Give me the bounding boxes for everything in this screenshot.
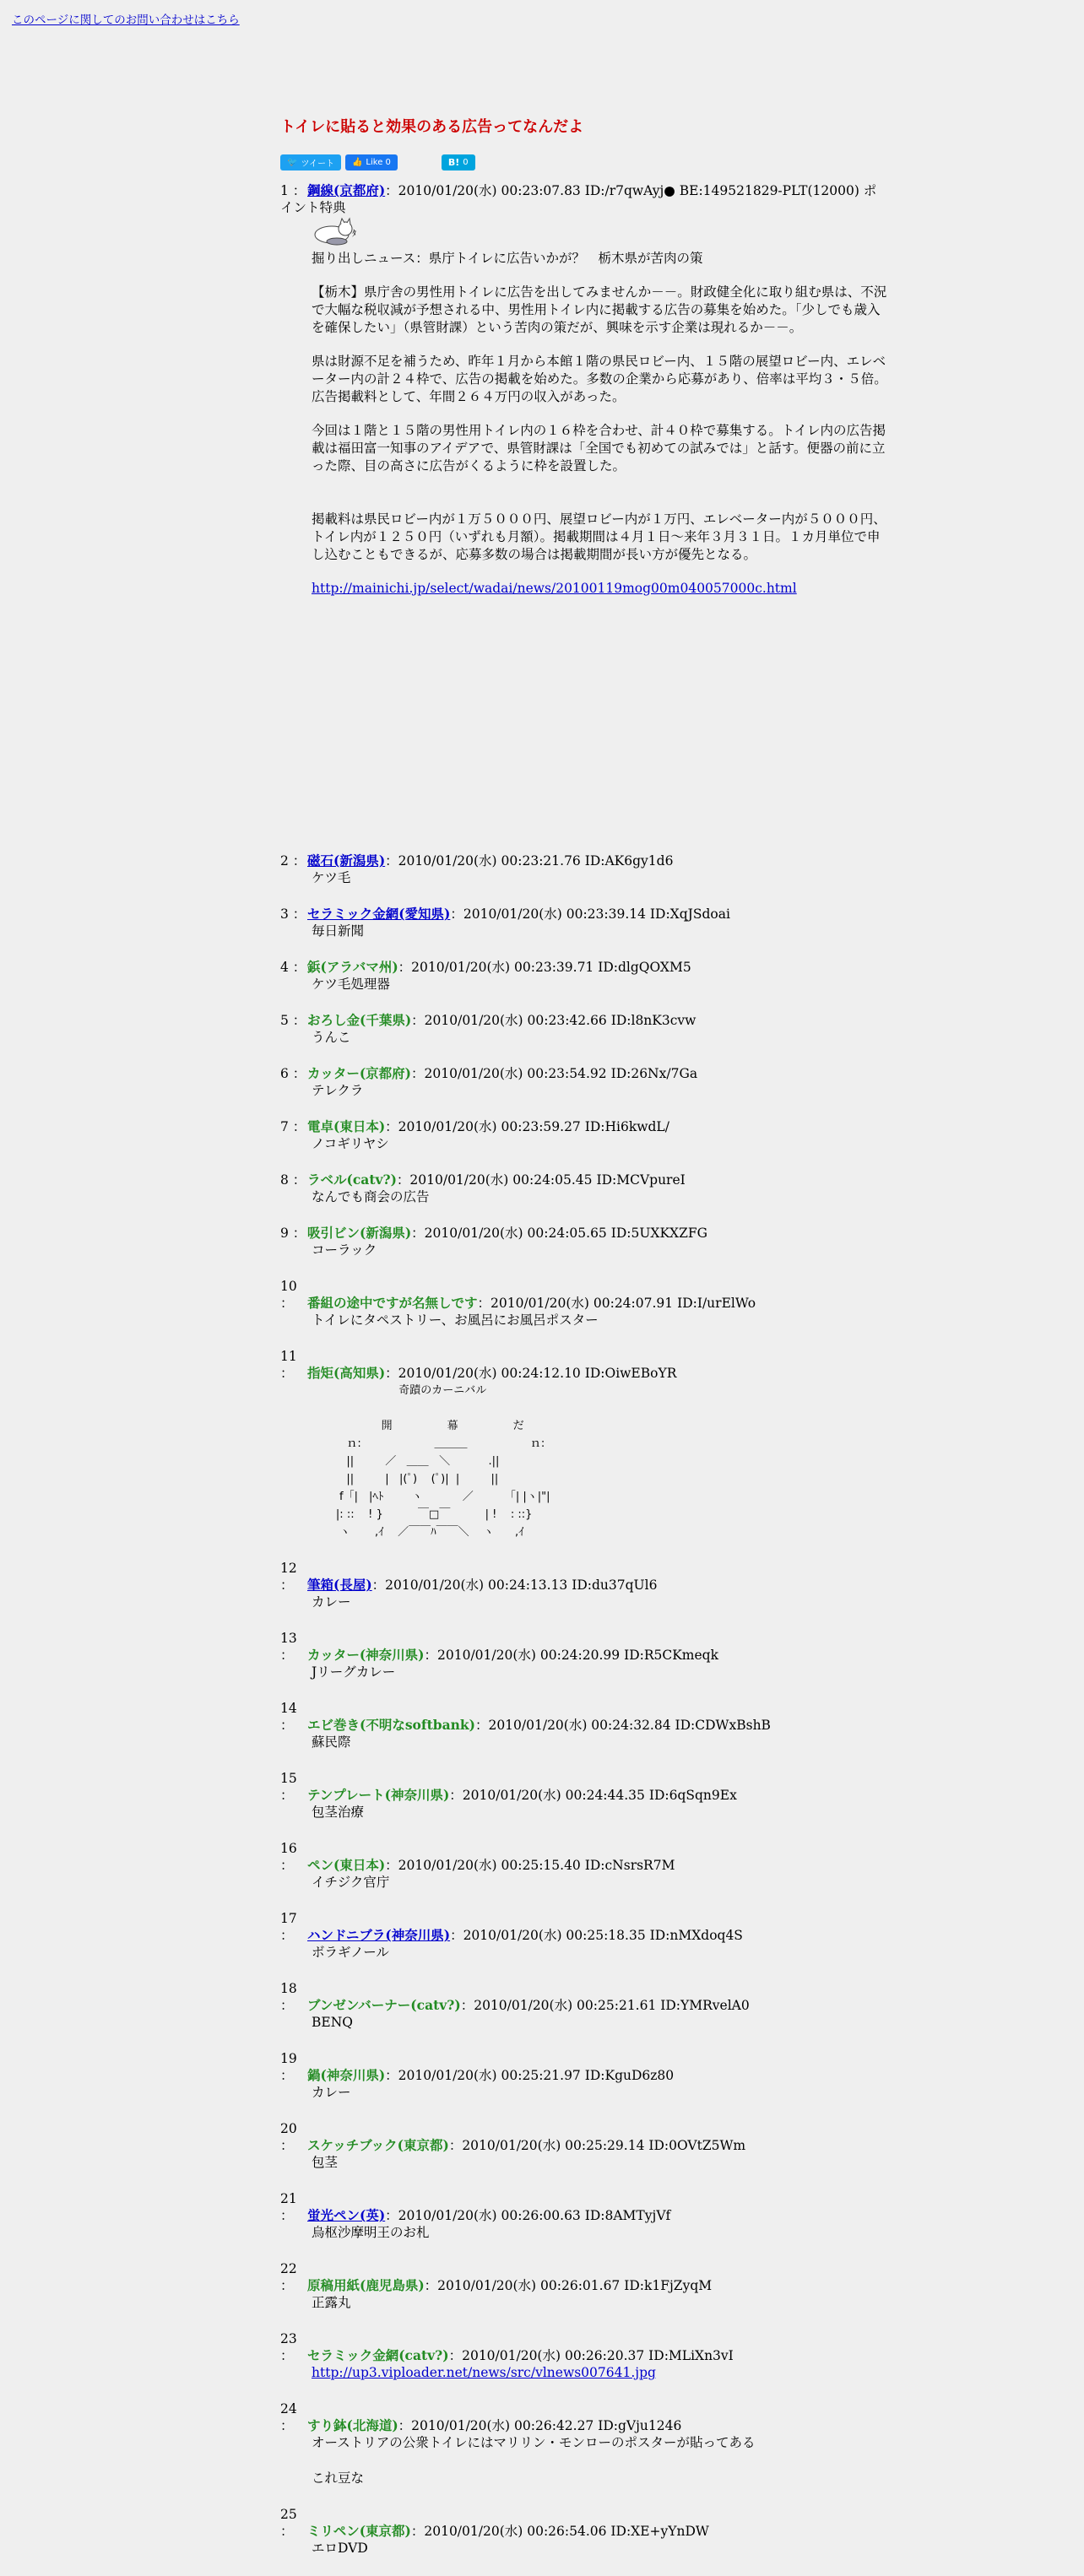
post-number: 23 ：: [280, 2331, 297, 2363]
post-header: [280, 1840, 888, 1874]
post-meta: ：2010/01/20(水) 00:25:29.14 ID:0OVtZ5Wm: [448, 2138, 746, 2153]
post: [280, 1700, 888, 1751]
post: [280, 1770, 888, 1821]
poster-name: 電卓(東日本): [307, 1118, 386, 1134]
post: [280, 2120, 888, 2172]
post-text: ケツ毛: [312, 870, 351, 885]
post-meta: ：2010/01/20(水) 00:25:15.40 ID:cNsrsR7M: [385, 1858, 675, 1873]
post: [280, 1278, 888, 1329]
post-header: [280, 2190, 888, 2224]
poster-name: ペン(東日本): [307, 1857, 386, 1873]
post-meta: ：2010/01/20(水) 00:23:59.27 ID:Hi6kwdL/: [385, 1119, 669, 1134]
post-header: [280, 1348, 888, 1382]
post-number: 8 ：: [280, 1172, 306, 1188]
post-number: 14 ：: [280, 1701, 297, 1733]
post: [280, 1980, 888, 2032]
post-meta: ：2010/01/20(水) 00:26:00.63 ID:8AMTyjVf: [385, 2208, 671, 2223]
post-header: [280, 1118, 888, 1135]
post-meta: ：2010/01/20(水) 00:24:07.91 ID:I/urElWo: [477, 1296, 756, 1311]
post-number: 13 ：: [280, 1631, 297, 1663]
post-number: 1 ：: [280, 183, 306, 198]
post-meta: ：2010/01/20(水) 00:24:44.35 ID:6qSqn9Ex: [449, 1788, 737, 1803]
post: [280, 2050, 888, 2102]
tweet-button[interactable]: [280, 154, 341, 170]
post-paragraph: 今回は１階と１５階の男性用トイレ内の１６枠を合わせ、計４０枠で募集する。トイレ内の広告掲載は福田富一知事のアイデアで、県管財課は「全国でも初めての試みでは」と話す。便器の前に立った際、目の高さに広告がくるように枠を設置した。: [312, 423, 886, 474]
poster-name: スケッチブック(東京都): [307, 2137, 449, 2153]
post-body: [312, 1382, 888, 1541]
post-header: [280, 2400, 888, 2434]
post-meta: ：2010/01/20(水) 00:26:20.37 ID:MLiXn3vI: [448, 2348, 734, 2363]
post: [280, 1065, 888, 1100]
post-number: 6 ：: [280, 1066, 306, 1081]
post-text: ケツ毛処理器: [312, 977, 390, 992]
post: [280, 1560, 888, 1611]
post-body: [312, 1312, 888, 1329]
post-header: [280, 906, 888, 923]
poster-name: カッター(京都府): [307, 1065, 412, 1081]
post: [280, 182, 888, 834]
poster-name: 鋲(アラバマ州): [307, 959, 398, 975]
post: [280, 959, 888, 993]
post: [280, 1012, 888, 1047]
post-header: [280, 2260, 888, 2294]
post-text: エロDVD: [312, 2541, 368, 2556]
post-number: 22 ：: [280, 2261, 297, 2293]
post: [280, 852, 888, 887]
post-body: [312, 2224, 888, 2242]
post-meta: ：2010/01/20(水) 00:24:05.45 ID:MCVpureI: [396, 1172, 686, 1188]
poster-name[interactable]: ハンドニブラ(神奈川県): [307, 1927, 451, 1943]
post-body: [312, 2014, 888, 2032]
poster-name: 指矩(高知県): [307, 1365, 386, 1381]
post-text: 包茎治療: [312, 1805, 365, 1820]
post-meta: ：2010/01/20(水) 00:25:21.61 ID:YMRvelA0: [460, 1998, 750, 2013]
svg-text:ﾀ: ﾀ: [352, 230, 356, 239]
post-header: [280, 2506, 888, 2540]
post-meta: ：2010/01/20(水) 00:26:01.67 ID:k1FjZyqM: [424, 2278, 713, 2293]
post-header: [280, 1172, 888, 1188]
post-meta: ：2010/01/20(水) 00:24:05.65 ID:5UXKXZFG: [411, 1226, 707, 1241]
post-header: [280, 1065, 888, 1082]
thread: [280, 115, 888, 2576]
post-body: [312, 1082, 888, 1100]
post-text: 蘇民際: [312, 1734, 351, 1750]
post-text: コーラック: [312, 1242, 377, 1258]
post: [280, 2506, 888, 2557]
post-text: これ豆な: [312, 2470, 365, 2486]
post-meta: ：2010/01/20(水) 00:24:13.13 ID:du37qUl6: [371, 1578, 658, 1593]
post-number: 16 ：: [280, 1841, 297, 1873]
post-text: イチジク官庁: [312, 1875, 390, 1890]
poster-name[interactable]: 筆箱(長屋): [307, 1577, 372, 1593]
poster-name: おろし金(千葉県): [307, 1012, 412, 1028]
hatena-bookmark-button[interactable]: [442, 154, 475, 170]
post-text: テレクラ: [312, 1083, 364, 1098]
post-text: カレー: [312, 2085, 351, 2100]
post-paragraph: 掲載料は県民ロビー内が１万５０００円、展望ロビー内が１万円、エレベーター内が５０００円、トイレ内が１２５０円（いずれも月額）。掲載期間は４月１日～来年３月３１日。１カ月単位で申し込むこともできるが、応募多数の場合は掲載期間が長い方が優先となる。: [312, 511, 886, 562]
post-number: 10 ：: [280, 1279, 297, 1311]
post-header: [280, 1700, 888, 1734]
poster-name[interactable]: 蛍光ペン(英): [307, 2207, 386, 2223]
hatena-count: 0: [463, 157, 469, 167]
post-body: [312, 2084, 888, 2102]
post-meta: ：2010/01/20(水) 00:23:21.76 ID:AK6gy1d6: [385, 853, 674, 869]
poster-name: カッター(神奈川県): [307, 1647, 425, 1663]
poster-name: 吸引ビン(新潟県): [307, 1225, 412, 1241]
poster-name[interactable]: セラミック金網(愛知県): [307, 906, 451, 922]
post-paragraph: 県は財源不足を補うため、昨年１月から本館１階の県民ロビー内、１５階の展望ロビー内、エレベーター内の計２４枠で、広告の掲載を始めた。多数の企業から応募があり、倍率は平均３・５倍。広告掲載料として、年間２６４万円の収入があった。: [312, 354, 887, 404]
post-header: [280, 2330, 888, 2364]
post-body: [312, 1029, 888, 1047]
post-number: 5 ：: [280, 1013, 306, 1028]
post: [280, 1225, 888, 1259]
post-number: 9 ：: [280, 1226, 306, 1241]
post: [280, 1910, 888, 1962]
post-text: トイレにタペストリー、お風呂にお風呂ポスター: [312, 1312, 599, 1328]
post-body: [312, 923, 888, 940]
poster-name: テンプレート(神奈川県): [307, 1787, 450, 1803]
post-body: [312, 1804, 888, 1821]
post-number: 2 ：: [280, 853, 306, 869]
thumbs-up-icon: 👍: [351, 157, 363, 167]
post-header: [280, 852, 888, 869]
post-body: [312, 2294, 888, 2312]
post-header: [280, 1278, 888, 1312]
post-meta: ：2010/01/20(水) 00:23:39.14 ID:XqJSdoai: [450, 906, 730, 922]
post-number: 17 ：: [280, 1911, 297, 1943]
post: [280, 1840, 888, 1891]
cat-icon: [312, 216, 888, 250]
post-text: ボラギノール: [312, 1945, 389, 1960]
post-number: 12 ：: [280, 1561, 297, 1593]
post-number: 25 ：: [280, 2507, 297, 2539]
poster-name: 番組の途中ですが名無しです: [307, 1295, 478, 1311]
poster-name: すり鉢(北海道): [307, 2417, 398, 2433]
post-header: [280, 1980, 888, 2014]
post-meta: ：2010/01/20(水) 00:26:42.27 ID:gVju1246: [398, 2418, 682, 2433]
post-header: [280, 2050, 888, 2084]
poster-name: セラミック金網(catv?): [307, 2347, 449, 2363]
post-meta: ：2010/01/20(水) 00:23:07.83 ID:/r7qwAyj● BE:149521829-PLT(12000) ポイント特典: [280, 183, 877, 215]
post-text: うんこ: [312, 1030, 351, 1045]
post: [280, 1630, 888, 1681]
ascii-art: 奇蹟のカーニバル 開 幕 だ ｎ: ＿＿＿ ｎ: || ／ ＿＿ ＼ .|| || | |(ﾟ) (ﾟ)| | || f「| |ﾍﾄ ヽ ／ 「| |ヽ|"| |: :: ! } ￣□￣ | ! : ::} ヽ ,ｲ ／￣￣ﾊ￣￣＼ ヽ ,ｲ: [335, 1384, 550, 1539]
twitter-bird-icon: 🐦: [287, 157, 298, 167]
post-body: [312, 2154, 888, 2172]
post: [280, 2400, 888, 2487]
post-body: [312, 1944, 888, 1962]
poster-name: ラベル(catv?): [307, 1172, 397, 1188]
like-label: Like 0: [366, 157, 391, 167]
thread-title: トイレに貼ると効果のある広告ってなんだよ: [280, 118, 584, 136]
post-number: 7 ：: [280, 1119, 306, 1134]
post-number: 21 ：: [280, 2191, 297, 2223]
post-number: 18 ：: [280, 1981, 297, 2013]
post-header: [280, 1910, 888, 1944]
post-meta: ：2010/01/20(水) 00:24:32.84 ID:CDWxBshB: [474, 1718, 771, 1733]
post-meta: ：2010/01/20(水) 00:23:39.71 ID:dlgQOXM5: [398, 960, 691, 975]
source-link[interactable]: http://mainichi.jp/select/wadai/news/20100119mog00m040057000c.html: [312, 581, 797, 596]
post: [280, 2190, 888, 2242]
poster-name: ミリペン(東京都): [307, 2523, 411, 2539]
post-text: 烏枢沙摩明王のお札: [312, 2225, 430, 2240]
post-meta: ：2010/01/20(水) 00:26:54.06 ID:XE+yYnDW: [410, 2524, 709, 2539]
post-meta: ：2010/01/20(水) 00:25:21.97 ID:KguD6z80: [385, 2068, 675, 2083]
post-body: [312, 2364, 888, 2382]
poster-name: 原稿用紙(鹿児島県): [307, 2277, 425, 2293]
inquiry-link[interactable]: このページに関してのお問い合わせはこちら: [12, 14, 240, 27]
poster-name: ブンゼンバーナー(catv?): [307, 1997, 461, 2013]
post-text: Jリーグカレー: [312, 1664, 396, 1680]
post-meta: ：2010/01/20(水) 00:23:42.66 ID:l8nK3cvw: [411, 1013, 696, 1028]
post: [280, 906, 888, 940]
post-body: [312, 2434, 888, 2487]
image-link[interactable]: http://up3.viploader.net/news/src/vlnews007641.jpg: [312, 2365, 656, 2380]
post-number: 11 ：: [280, 1349, 297, 1381]
tweet-label: ツイート: [301, 159, 334, 169]
post-text: なんでも商会の広告: [312, 1189, 430, 1204]
post-header: [280, 1225, 888, 1242]
poster-name[interactable]: 磁石(新潟県): [307, 852, 386, 869]
post-text: 正露丸: [312, 2295, 351, 2310]
post-body: [312, 1242, 888, 1259]
post-text: 包茎: [312, 2155, 339, 2170]
post-body: [312, 1188, 888, 1206]
post: [280, 1348, 888, 1541]
post-body: [312, 976, 888, 993]
hatena-icon: B!: [447, 156, 460, 168]
post: [280, 1118, 888, 1153]
share-buttons: [280, 154, 888, 170]
facebook-like-button[interactable]: [345, 154, 398, 170]
post-header: [280, 1012, 888, 1029]
post-paragraph: 掘り出しニュース：県庁トイレに広告いかが？ 栃木県が苦肉の策: [312, 251, 703, 266]
post-text: ノコギリヤシ: [312, 1136, 389, 1151]
post-body: [312, 1874, 888, 1891]
post-number: 4 ：: [280, 960, 306, 975]
post-text: カレー: [312, 1594, 351, 1610]
post: [280, 1172, 888, 1206]
post-meta: ：2010/01/20(水) 00:24:12.10 ID:OiwEBoYR: [385, 1366, 677, 1381]
post-meta: ：2010/01/20(水) 00:24:20.99 ID:R5CKmeqk: [424, 1648, 718, 1663]
post-body: [312, 1135, 888, 1153]
poster-name: 鍋(神奈川県): [307, 2067, 386, 2083]
post-number: 3 ：: [280, 906, 306, 922]
post: [280, 2260, 888, 2312]
post-header: [280, 1770, 888, 1804]
poster-name[interactable]: 鋼線(京都府): [307, 182, 386, 198]
post-body: [312, 869, 888, 887]
post-body: [312, 216, 888, 834]
post-header: [280, 1560, 888, 1594]
post-header: [280, 182, 888, 216]
post-body: [312, 2540, 888, 2557]
post-meta: ：2010/01/20(水) 00:23:54.92 ID:26Nx/7Ga: [411, 1066, 698, 1081]
post-number: 24 ：: [280, 2401, 297, 2433]
post-number: 15 ：: [280, 1771, 297, 1803]
post-header: [280, 2120, 888, 2154]
ad-space: [312, 598, 888, 834]
post: [280, 2330, 888, 2382]
post-body: [312, 1594, 888, 1611]
post-text: BENQ: [312, 2015, 353, 2030]
post-paragraph: 【栃木】県庁舎の男性用トイレに広告を出してみませんか－－。財政健全化に取り組む県は、不況で大幅な税収減が予想される中、男性用トイレ内に掲載する広告の募集を始めた。「少しでも歳入を確保したい」（県管財課）という苦肉の策だが、興味を示す企業は現れるか－－。: [312, 284, 887, 335]
post-header: [280, 1630, 888, 1664]
post-number: 19 ：: [280, 2051, 297, 2083]
poster-name: エビ巻き(不明なsoftbank): [307, 1717, 475, 1733]
post-list: [280, 182, 888, 2557]
post-body: [312, 1734, 888, 1751]
post-body: [312, 1664, 888, 1681]
post-header: [280, 959, 888, 976]
post-text: 毎日新聞: [312, 923, 365, 939]
post-text: オーストリアの公衆トイレにはマリリン・モンローのポスターが貼ってある: [312, 2435, 756, 2450]
post-meta: ：2010/01/20(水) 00:25:18.35 ID:nMXdoq4S: [450, 1928, 743, 1943]
post-number: 20 ：: [280, 2121, 297, 2153]
